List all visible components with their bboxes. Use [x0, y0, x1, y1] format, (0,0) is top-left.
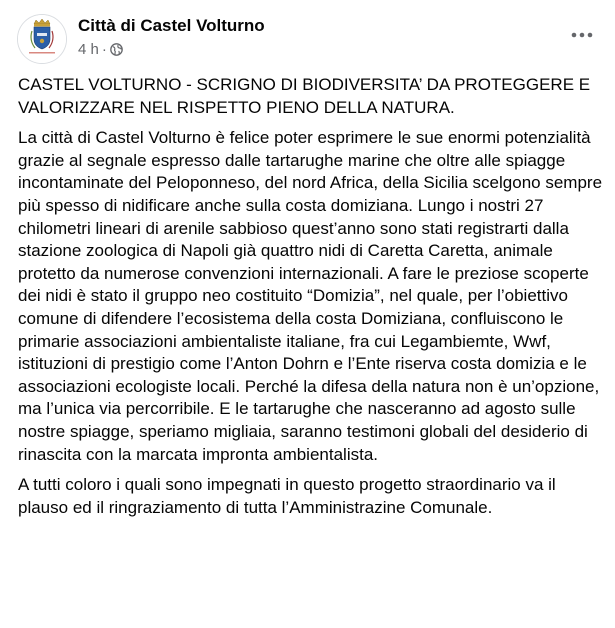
post-title: CASTEL VOLTURNO - SCRIGNO DI BIODIVERSITA’ DA PROTEGGERE E VALORIZZARE NEL RISPETTO PIENO DELLA NATURA. — [18, 75, 591, 117]
post-meta — [78, 41, 123, 58]
more-options-icon — [571, 32, 593, 38]
city-crest-logo — [18, 15, 66, 63]
page-avatar[interactable] — [17, 14, 67, 64]
post-paragraph-1: La città di Castel Volturno è felice poter esprimere le sue enormi potenzialità grazie al segnale espresso dalle tartarughe marine che oltre alle spiagge incontaminate del Peloponneso, del nord Africa, della Sicilia scelgono sempre più spesso di nidificare anche sulla costa domiziana. Lungo i nostri 27 chilometri lineari di arenile sabbioso quest’anno sono stati registrarti dalla stazione zoologica di Napoli già quattro nidi di Caretta Caretta, animale protetto da numerose convenzioni internazionali. A fare le preziose scoperte dei nidi è stato il gruppo neo costituito “Domizia”, nel quale, per l’obiettivo comune di difendere l’ecosistema della costa Domiziana, confluiscono le primarie associazioni ambientaliste italiane, fra cui Legambiemte, Wwf, istituzioni di prestigio come l’Anton Dohrn e l’Ente riserva costa domizia e le associazioni ecologiste locali. Perché la difesa della natura non è un’opzione, ma l’unica via percorribile. E le tartarughe che nasceranno ad agosto sulle nostre spiagge, speriamo migliaia, saranno testimoni globali del desiderio di rinascita con la marcata impronta ambientalista. — [18, 128, 603, 464]
post-paragraph-2: A tutti coloro i quali sono impegnati in questo progetto straordinario va il plauso ed il ringraziamento di tutta l’Amministrazine Comunale. — [18, 475, 556, 517]
post-timestamp[interactable]: 4 h — [78, 41, 99, 58]
post-header — [0, 0, 615, 70]
meta-separator: · — [101, 41, 107, 58]
globe-icon — [110, 43, 123, 56]
more-options-button[interactable] — [564, 24, 600, 46]
post-body — [18, 74, 604, 527]
page-name-link[interactable]: Città di Castel Volturno — [78, 16, 265, 35]
